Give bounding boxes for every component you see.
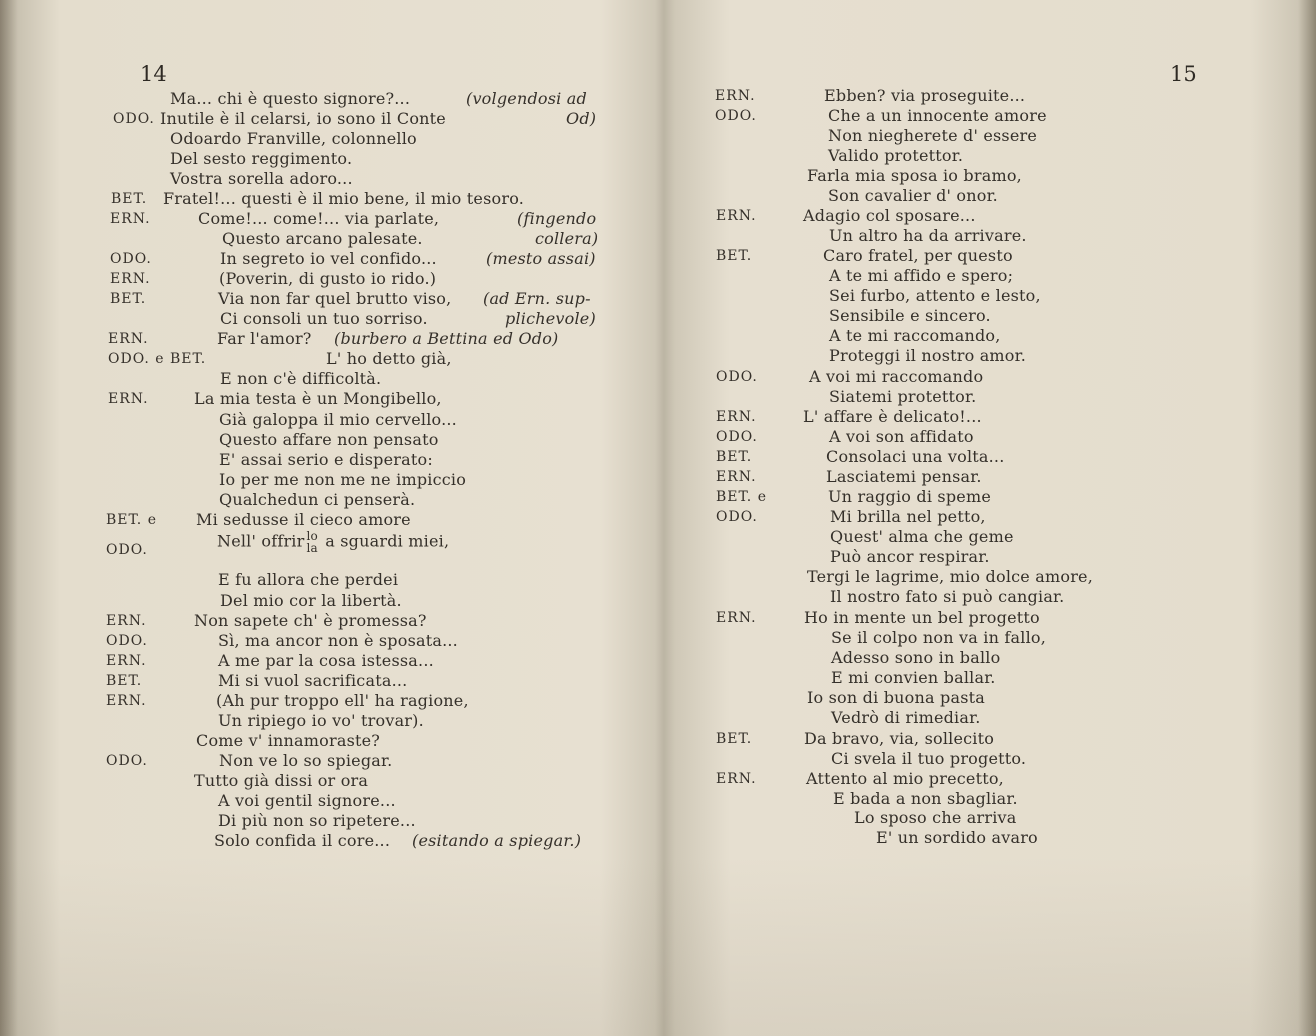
stage-direction: (burbero a Bettina ed Odo) [334,329,559,348]
speaker: ODO. [110,251,152,267]
verse-line: Sei furbo, attento e lesto, [829,286,1041,305]
speaker: ERN. [716,208,757,224]
verse-line: Già galoppa il mio cervello... [219,410,457,429]
speaker: ODO. [106,542,148,558]
verse-line: Questo affare non pensato [219,430,439,449]
speaker: ERN. [106,613,147,629]
verse-line: Ho in mente un bel progetto [804,608,1040,627]
verse-line: E' assai serio e disperato: [219,450,433,469]
verse-line: Caro fratel, per questo [823,246,1013,265]
verse-line: A voi mi raccomando [809,367,984,386]
verse-line: Qualchedun ci penserà. [219,490,416,509]
stage-direction: (fingendo [517,209,597,228]
speaker: BET. [716,731,753,747]
speaker: BET. e [106,512,157,528]
verse-line: Vedrò di rimediar. [831,708,981,727]
verse-line: Il nostro fato si può cangiar. [830,587,1065,606]
verse-line: Solo confida il core... [214,831,391,850]
speaker: ERN. [106,693,147,709]
verse-line: Come v' innamoraste? [196,731,381,750]
verse-line: Che a un innocente amore [828,106,1047,125]
speaker: ERN. [106,653,147,669]
stage-direction: plichevole) [505,309,596,328]
verse-line: Non sapete ch' è promessa? [194,611,427,630]
verse-line: Del mio cor la libertà. [220,591,402,610]
speaker: ODO. [106,633,148,649]
speaker: ERN. [716,469,757,485]
speaker: BET. [716,449,753,465]
verse-line: Tutto già dissi or ora [194,771,369,790]
verse-line: Lasciatemi pensar. [826,467,982,486]
right-page-number: 15 [1170,62,1197,86]
verse-line: E non c'è difficoltà. [220,369,382,388]
verse-line: Come!... come!... via parlate, [198,209,440,228]
verse-line: Ci consoli un tuo sorriso. [220,309,428,328]
speaker: ODO. [113,111,155,127]
verse-line: Un altro ha da arrivare. [829,226,1027,245]
verse-line: Tergi le lagrime, mio dolce amore, [807,567,1094,586]
verse-line: (Ah pur troppo ell' ha ragione, [216,691,469,710]
verse-line: Inutile è il celarsi, io sono il Conte [160,109,446,128]
stage-direction: Od) [566,109,597,128]
verse-line: Consolaci una volta... [826,447,1005,466]
verse-line: Son cavalier d' onor. [828,186,998,205]
verse-line: Attento al mio precetto, [806,769,1004,788]
verse-line: (Poverin, di gusto io rido.) [219,269,437,288]
stage-direction: (esitando a spiegar.) [412,831,582,850]
verse-line: Adagio col sposare... [803,206,976,225]
verse-line: E bada a non sbagliar. [833,789,1018,808]
variant-stack [306,530,317,554]
speaker: ERN. [108,391,149,407]
verse-line: Mi sedusse il cieco amore [196,510,411,529]
verse-line: A voi gentil signore... [218,791,396,810]
speaker: ERN. [110,271,151,287]
speaker: ERN. [110,211,151,227]
verse-line: Io son di buona pasta [807,688,985,707]
verse-line: Fratel!... questi è il mio bene, il mio tesoro. [163,189,525,208]
variant-upper: lo [306,529,318,543]
speaker: ERN. [716,409,757,425]
verse-line: Non ve lo so spiegar. [219,751,393,770]
speaker: BET. [106,673,143,689]
speaker: ODO. [716,509,758,525]
speaker: ERN. [716,610,757,626]
speaker: BET. [110,291,147,307]
verse-line: L' ho detto già, [326,349,452,368]
verse-line: Odoardo Franville, colonnello [170,129,417,148]
verse-line: In segreto io vel confido... [220,249,437,268]
verse-text: a sguardi miei, [325,531,450,551]
verse-line: Mi brilla nel petto, [830,507,986,526]
variant-lower: la [306,541,318,555]
verse-line: Da bravo, via, sollecito [804,729,995,748]
stage-direction: (ad Ern. sup- [483,289,591,308]
verse-line: Se il colpo non va in fallo, [831,628,1047,647]
speaker: ODO. [716,429,758,445]
left-page-number: 14 [140,62,167,86]
verse-line: Può ancor respirar. [830,547,990,566]
verse-line: L' affare è delicato!... [803,407,982,426]
verse-line: Quest' alma che geme [830,527,1014,546]
speaker: BET. [111,191,148,207]
verse-line: A voi son affidato [829,427,974,446]
speaker: ODO. [106,753,148,769]
verse-line: Di più non so ripetere... [218,811,416,830]
verse-line: La mia testa è un Mongibello, [194,389,442,408]
verse-line: Valido protettor. [828,146,964,165]
verse-line: A te mi raccomando, [829,326,1001,345]
verse-line: Ma... chi è questo signore?... [170,89,411,108]
verse-line: Via non far quel brutto viso, [218,289,452,308]
verse-line: A te mi affido e spero; [829,266,1014,285]
verse-line: Sensibile e sincero. [829,306,991,325]
verse-line: Ebben? via proseguite... [824,86,1026,105]
verse-line: E' un sordido avaro [876,828,1038,847]
stage-direction: (volgendosi ad [466,89,587,108]
verse-line: Questo arcano palesate. [222,229,423,248]
verse-line: Non niegherete d' essere [828,126,1038,145]
verse-line: Adesso sono in ballo [831,648,1001,667]
verse-text: Nell' offrir [217,531,305,551]
speaker: BET. e [716,489,767,505]
verse-line: Un ripiego io vo' trovar). [218,711,424,730]
verse-line: Vostra sorella adoro... [170,169,353,188]
verse-line: E mi convien ballar. [831,668,996,687]
speaker: ODO. [715,108,757,124]
verse-line: Farla mia sposa io bramo, [807,166,1022,185]
verse-line: Io per me non me ne impiccio [219,470,467,489]
verse-line: E fu allora che perdei [218,570,399,589]
verse-line: Ci svela il tuo progetto. [831,749,1027,768]
verse-line: Sì, ma ancor non è sposata... [218,631,458,650]
verse-line: A me par la cosa istessa... [218,651,434,670]
verse-line-with-variant [217,530,449,554]
verse-line: Mi si vuol sacrificata... [218,671,408,690]
verse-line: Del sesto reggimento. [170,149,353,168]
speaker: ODO. e BET. [108,351,207,367]
stage-direction: (mesto assai) [486,249,596,268]
verse-line: Far l'amor? [217,329,312,348]
stage-direction: collera) [535,229,599,248]
verse-line: Proteggi il nostro amor. [829,346,1027,365]
speaker: ODO. [716,369,758,385]
speaker: ERN. [715,88,756,104]
verse-line: Lo sposo che arriva [854,808,1017,827]
speaker: ERN. [108,331,149,347]
verse-line: Un raggio di speme [828,487,991,506]
speaker: BET. [716,248,753,264]
speaker: ERN. [716,771,757,787]
verse-line: Siatemi protettor. [829,387,977,406]
